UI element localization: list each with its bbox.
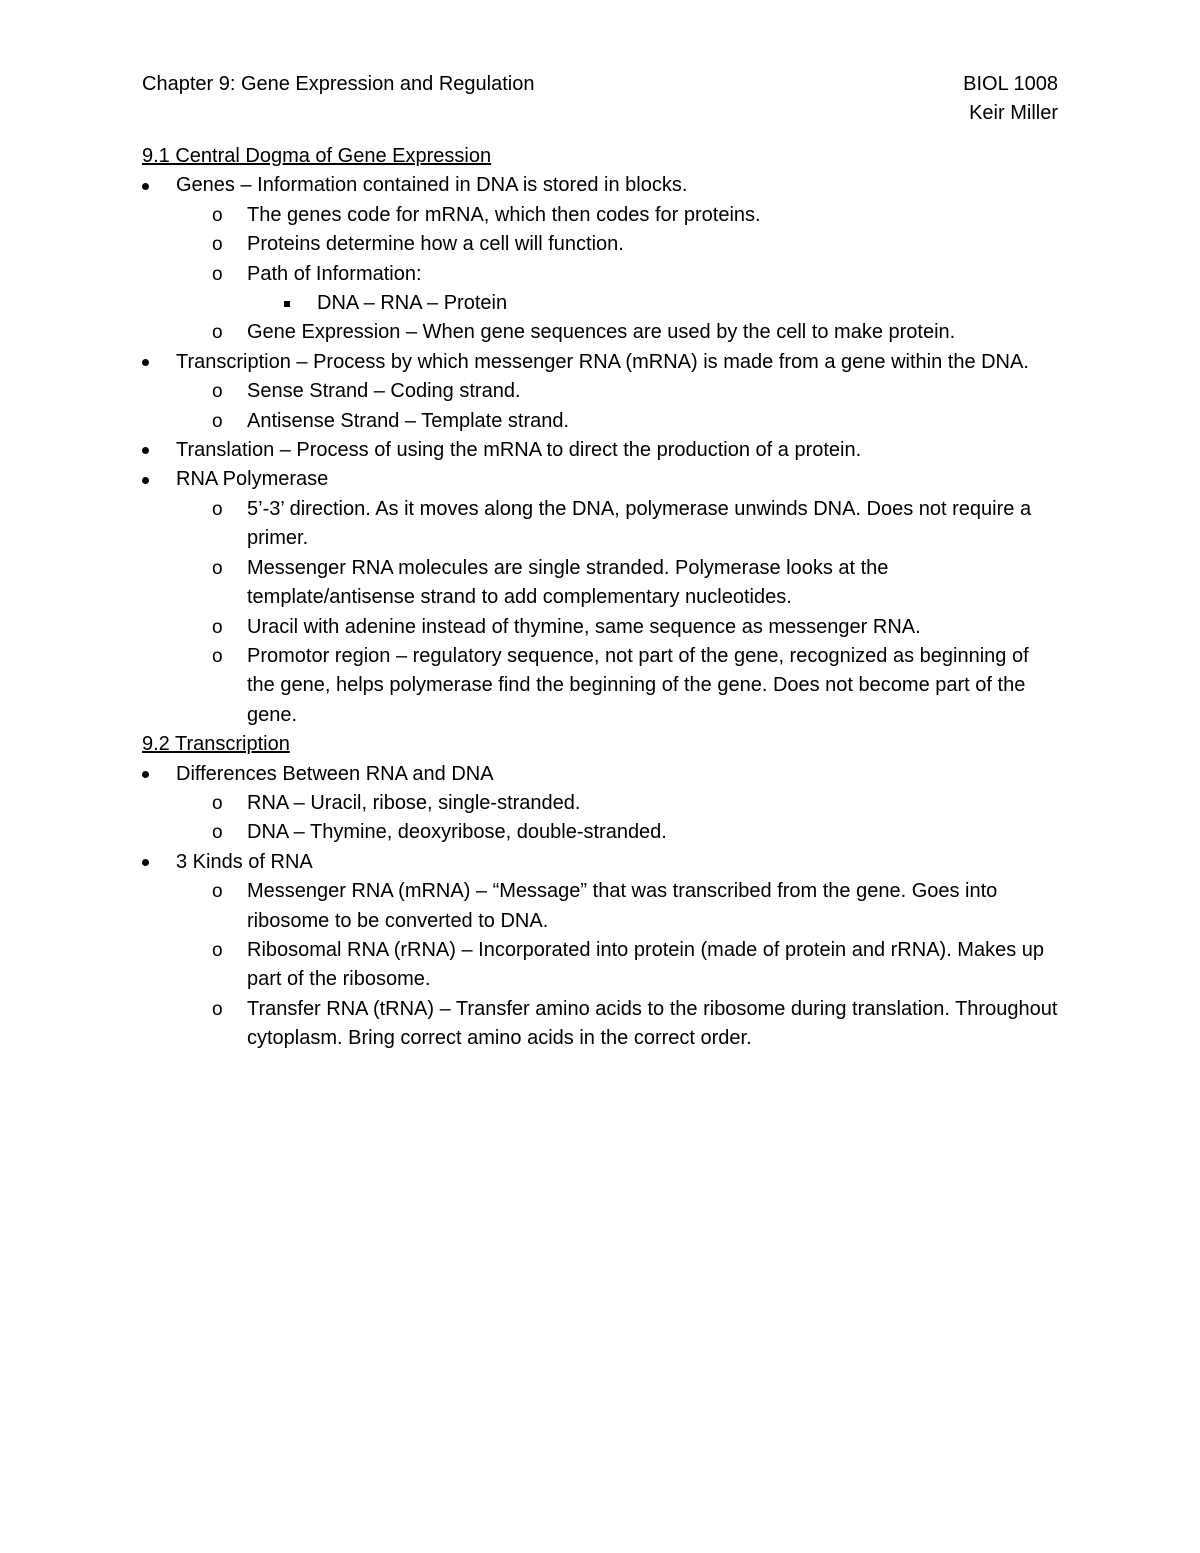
bullet-circle-icon: o: [212, 645, 223, 667]
list-item-level-1: [142, 760, 1058, 789]
course-code: BIOL 1008: [963, 73, 1058, 95]
list-item-text: Transfer RNA (tRNA) – Transfer amino acids to the ribosome during translation. Throughout cytoplasm. Bring correct amino acids in the correct order.: [247, 997, 1058, 1050]
section-heading: 9.1 Central Dogma of Gene Expression: [142, 145, 492, 167]
page-header: [142, 70, 1058, 128]
list-item-level-2: [142, 936, 1058, 995]
list-item-level-2: [142, 789, 1058, 818]
list-item-text: RNA – Uracil, ribose, single-stranded.: [247, 791, 581, 814]
bullet-dot-icon: [142, 760, 149, 789]
list-item-level-1: [142, 848, 1058, 877]
list-item-level-2: [142, 318, 1058, 347]
bullet-circle-icon: o: [212, 498, 223, 520]
list-item-text: Messenger RNA molecules are single stranded. Polymerase looks at the template/antisense strand to add complementary nucleotides.: [247, 556, 889, 609]
bullet-circle-icon: o: [212, 616, 223, 638]
bullet-dot-icon: [142, 348, 149, 377]
list-item-text: Uracil with adenine instead of thymine, same sequence as messenger RNA.: [247, 615, 921, 638]
bullet-dot-icon: [142, 848, 149, 877]
list-item-level-2: [142, 995, 1058, 1054]
list-item-text: RNA Polymerase: [176, 468, 329, 491]
list-item-text: Messenger RNA (mRNA) – “Message” that was transcribed from the gene. Goes into ribosome to be converted to DNA.: [247, 880, 998, 932]
bullet-circle-icon: o: [212, 822, 223, 844]
list-item-level-2: [142, 230, 1058, 259]
list-item-level-2: [142, 613, 1058, 642]
bullet-circle-icon: o: [212, 410, 223, 432]
list-item-level-1: [142, 436, 1058, 465]
bullet-circle-icon: o: [212, 322, 223, 344]
list-item-text: Promotor region – regulatory sequence, not part of the gene, recognized as beginning of the gene, helps polymerase find the beginning of the gene. Does not become part of the gene.: [247, 644, 1029, 726]
list-item-text: Transcription – Process by which messenger RNA (mRNA) is made from a gene within the DNA.: [176, 350, 1029, 373]
list-item-text: Translation – Process of using the mRNA to direct the production of a protein.: [176, 439, 862, 462]
list-item-level-2: [142, 818, 1058, 847]
list-item-level-1: [142, 465, 1058, 494]
bullet-circle-icon: o: [212, 557, 223, 579]
document-title: Chapter 9: Gene Expression and Regulation: [142, 73, 535, 95]
notes-body: [142, 142, 1058, 1054]
list-item-text: Sense Strand – Coding strand.: [247, 380, 521, 403]
list-item-text: Ribosomal RNA (rRNA) – Incorporated into protein (made of protein and rRNA). Makes up part of the ribosome.: [247, 938, 1045, 991]
author-name: Keir Miller: [969, 102, 1058, 124]
list-item-text: Path of Information:: [247, 262, 422, 285]
list-item-level-2: [142, 407, 1058, 436]
bullet-circle-icon: o: [212, 234, 223, 256]
list-item-level-2: [142, 495, 1058, 554]
list-item-level-1: [142, 348, 1058, 377]
bullet-dot-icon: [142, 436, 149, 465]
list-item-text: DNA – RNA – Protein: [317, 292, 508, 315]
list-item-text: DNA – Thymine, deoxyribose, double-stranded.: [247, 821, 667, 844]
bullet-circle-icon: o: [212, 939, 223, 961]
list-item-text: 3 Kinds of RNA: [176, 850, 313, 873]
bullet-circle-icon: o: [212, 881, 223, 903]
list-item-level-2: [142, 201, 1058, 230]
list-item-text: Differences Between RNA and DNA: [176, 762, 494, 785]
list-item-level-1: [142, 171, 1058, 200]
list-item-level-2: [142, 877, 1058, 936]
list-item-level-2: [142, 554, 1058, 613]
bullet-dot-icon: [142, 465, 149, 494]
bullet-dot-icon: [142, 171, 149, 200]
list-item-level-2: [142, 377, 1058, 406]
bullet-circle-icon: o: [212, 792, 223, 814]
bullet-circle-icon: o: [212, 204, 223, 226]
bullet-circle-icon: o: [212, 263, 223, 285]
list-item-text: Gene Expression – When gene sequences are used by the cell to make protein.: [247, 321, 956, 344]
list-item-text: Proteins determine how a cell will function.: [247, 233, 624, 256]
list-item-level-3: [142, 289, 1058, 318]
list-item-text: 5’-3’ direction. As it moves along the DNA, polymerase unwinds DNA. Does not require a primer.: [247, 497, 1032, 550]
bullet-circle-icon: o: [212, 381, 223, 403]
bullet-square-icon: [284, 289, 290, 318]
list-item-level-2: [142, 260, 1058, 289]
bullet-circle-icon: o: [212, 998, 223, 1020]
section-heading: 9.2 Transcription: [142, 733, 290, 756]
list-item-text: The genes code for mRNA, which then codes for proteins.: [247, 203, 761, 226]
list-item-text: Genes – Information contained in DNA is stored in blocks.: [176, 174, 688, 197]
list-item-text: Antisense Strand – Template strand.: [247, 409, 570, 432]
list-item-level-2: [142, 642, 1058, 730]
